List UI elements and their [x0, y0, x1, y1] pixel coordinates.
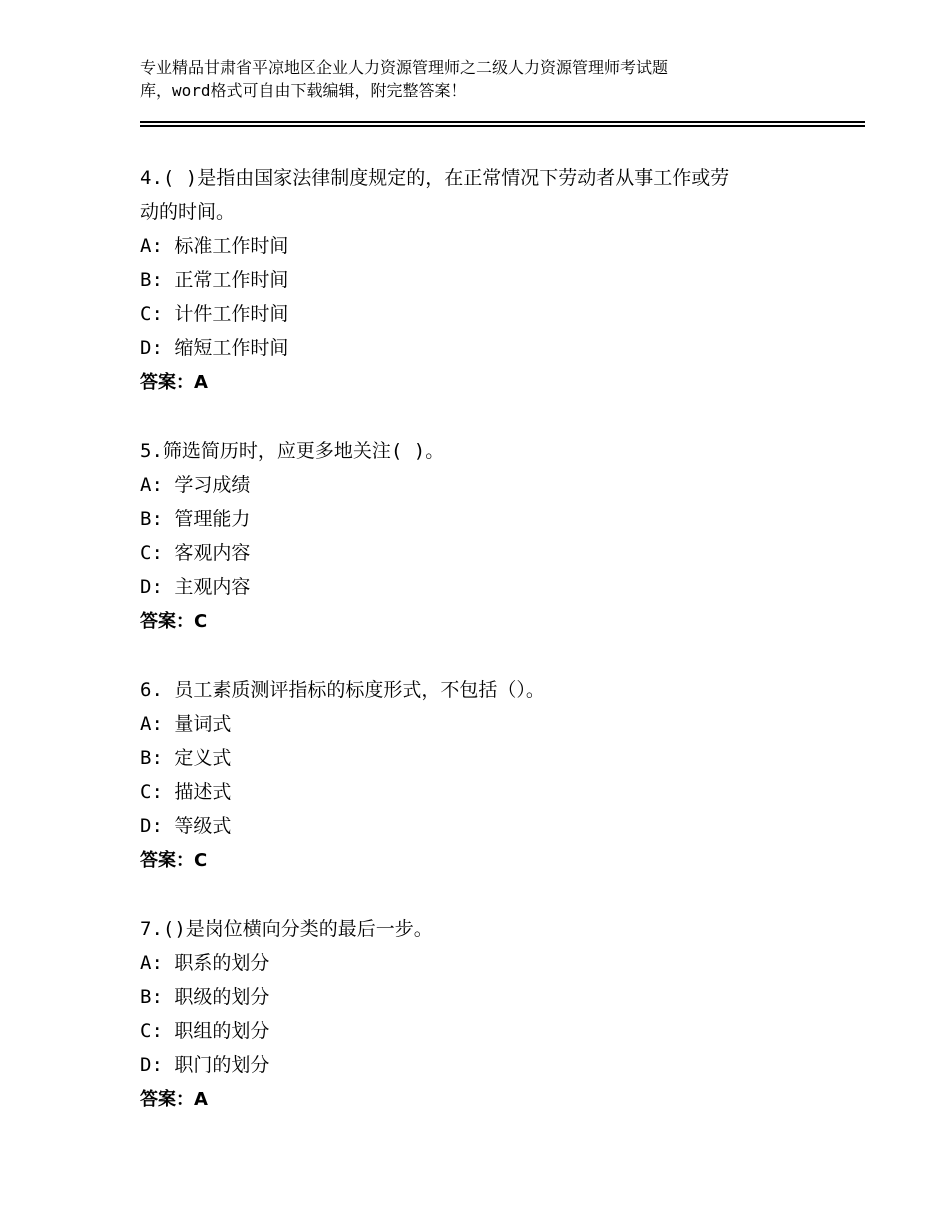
question-6-option-a: A: 量词式	[140, 713, 232, 735]
question-5-option-d: D: 主观内容	[140, 576, 251, 598]
question-7-stem: 7.()是岗位横向分类的最后一步。	[140, 918, 433, 940]
question-7-option-d: D: 职门的划分	[140, 1054, 270, 1076]
header-divider-top	[140, 121, 865, 123]
header-line-2: 库，word格式可自由下载编辑，附完整答案！	[140, 81, 467, 100]
question-5-stem: 5.筛选简历时，应更多地关注( )。	[140, 440, 445, 462]
question-4-option-b: B: 正常工作时间	[140, 269, 289, 291]
question-7-option-a: A: 职系的划分	[140, 952, 270, 974]
question-6-option-d: D: 等级式	[140, 815, 232, 837]
question-4-option-d: D: 缩短工作时间	[140, 337, 289, 359]
question-5-option-c: C: 客观内容	[140, 542, 251, 564]
question-4-option-a: A: 标准工作时间	[140, 235, 289, 257]
question-6-option-c: C: 描述式	[140, 781, 232, 803]
question-5-option-b: B: 管理能力	[140, 508, 251, 530]
question-7-option-c: C: 职组的划分	[140, 1020, 270, 1042]
header-line-1: 专业精品甘肃省平凉地区企业人力资源管理师之二级人力资源管理师考试题	[140, 58, 669, 77]
document-header	[140, 56, 780, 102]
question-4-stem-line-1: 4.( )是指由国家法律制度规定的，在正常情况下劳动者从事工作或劳	[140, 167, 730, 189]
question-5-answer: 答案：C	[140, 611, 208, 632]
question-6-stem: 6. 员工素质测评指标的标度形式，不包括（）。	[140, 679, 545, 701]
question-6-answer: 答案：C	[140, 850, 208, 871]
question-5-option-a: A: 学习成绩	[140, 474, 251, 496]
question-4-stem-line-2: 动的时间。	[140, 201, 236, 223]
question-4-answer: 答案：A	[140, 372, 208, 393]
header-divider-bottom	[140, 125, 865, 127]
question-7-answer: 答案：A	[140, 1089, 208, 1110]
question-4-option-c: C: 计件工作时间	[140, 303, 289, 325]
question-6-option-b: B: 定义式	[140, 747, 232, 769]
question-7-option-b: B: 职级的划分	[140, 986, 270, 1008]
